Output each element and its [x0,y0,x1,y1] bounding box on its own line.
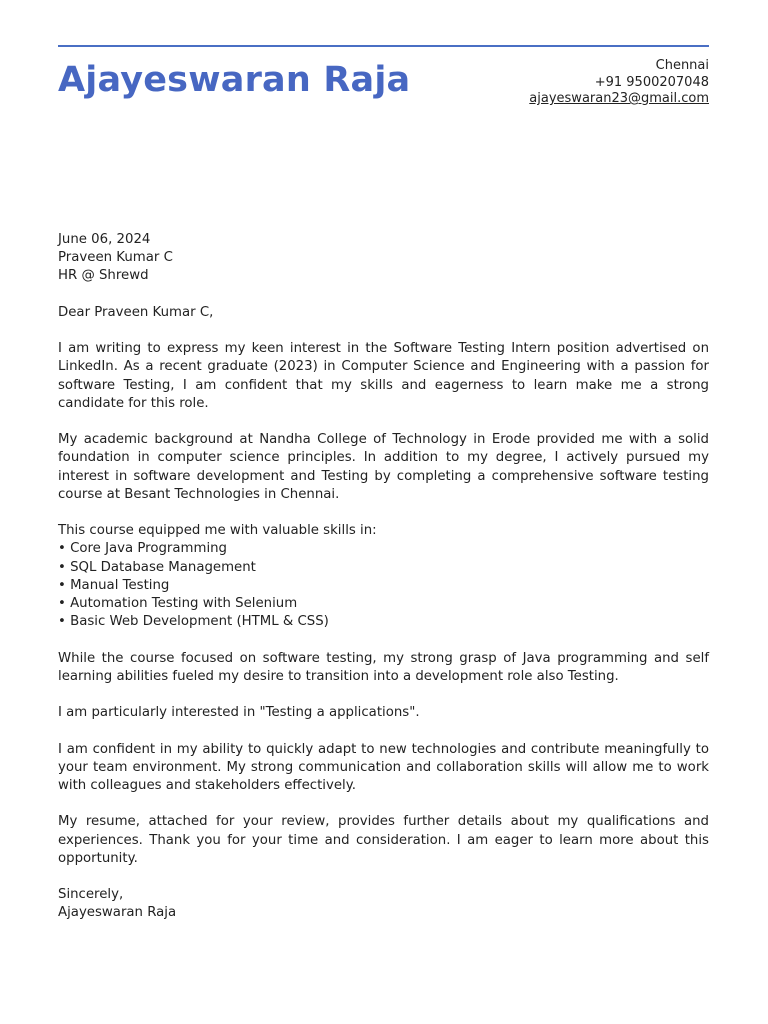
paragraph-intro: I am writing to express my keen interest in the Software Testing Intern position advertised on LinkedIn. As a recent graduate (2023) in Computer Science and Engineering with a passion for software Testing, I am confident that my skills and eagerness to learn make me a strong candidate for this role. [58,341,709,411]
skills-intro: This course equipped me with valuable skills in: [58,523,377,539]
recipient-org: HR @ Shrewd [58,268,149,284]
paragraph-interest: I am particularly interested in "Testing a applications". [58,705,420,721]
skills-block [58,522,709,631]
header-divider [58,45,709,47]
skill-item: • Core Java Programming [58,541,228,557]
skill-item: • Basic Web Development (HTML & CSS) [58,614,329,630]
letter-date: June 06, 2024 [58,232,151,247]
paragraph-background: My academic background at Nandha College of Technology in Erode provided me with a solid foundation in computer science principles. In addition to my degree, I actively pursued my interest in software development and Testing by completing a comprehensive software testing course at Besant Technologies in Chennai. [58,432,709,502]
contact-block [529,58,709,108]
skill-item: • SQL Database Management [58,559,256,575]
address-block [58,231,709,286]
sender-phone: +91 9500207048 [594,74,709,90]
paragraph-transition: While the course focused on software testing, my strong grasp of Java programming and self learning abilities fueled my desire to transition into a development role also Testing. [58,650,709,684]
paragraph-closing: My resume, attached for your review, provides further details about my qualifications and experiences. Thank you for your time and consideration. I am eager to learn more about this opportunity. [58,814,709,866]
signature-name: Ajayeswaran Raja [58,905,177,921]
skill-item: • Manual Testing [58,577,170,593]
closing: Sincerely, [58,887,124,903]
sender-city: Chennai [655,58,709,73]
letter-body [58,231,709,923]
salutation: Dear Praveen Kumar C, [58,304,214,320]
sender-email-link[interactable]: ajayeswaran23@gmail.com [529,91,709,106]
skill-item: • Automation Testing with Selenium [58,596,298,611]
recipient-name: Praveen Kumar C [58,250,173,266]
signoff-block [58,886,709,922]
sender-name: Ajayeswaran Raja [58,60,411,100]
paragraph-adaptability: I am confident in my ability to quickly adapt to new technologies and contribute meaningfully to your team environment. My strong communication and collaboration skills will allow me to work with colleagues and stakeholders effectively. [58,741,709,793]
